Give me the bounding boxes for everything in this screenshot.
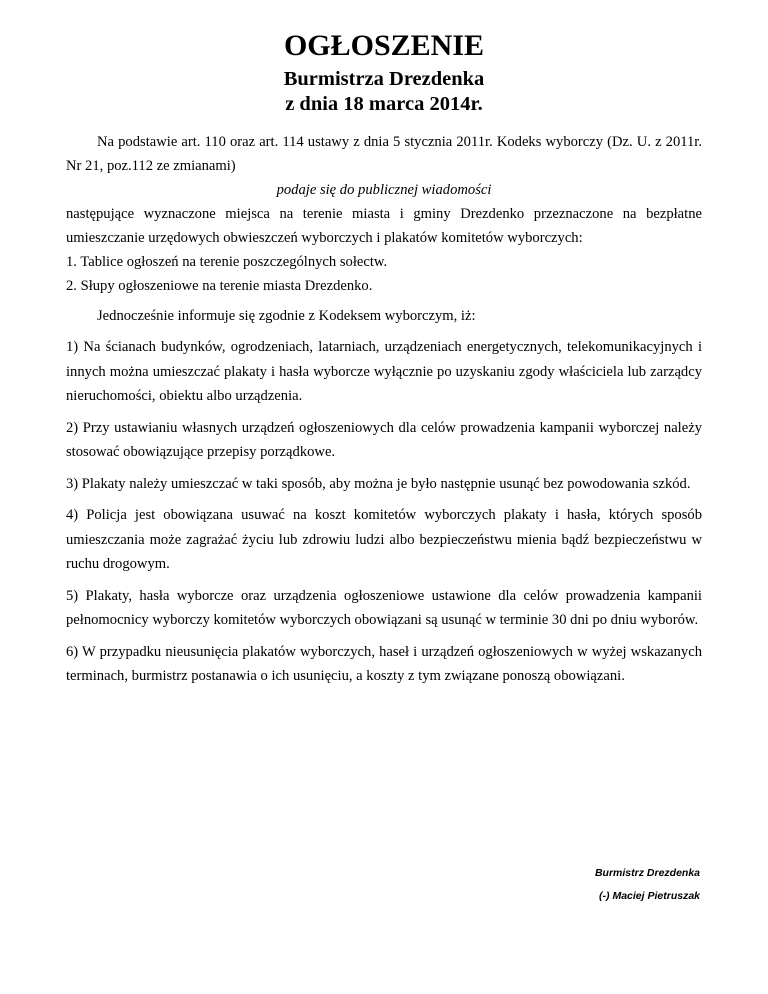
document-title: OGŁOSZENIE — [283, 29, 485, 62]
rule-item: 3) Plakaty należy umieszczać w taki sposób, aby można je było następnie usunąć bez powodowania szkód. — [66, 475, 691, 492]
rule-item: 2) Przy ustawianiu własnych urządzeń ogłoszeniowych dla celów prowadzenia kampanii wyborczej należy stosować obowiązujące przepisy porządkowe. — [66, 419, 702, 460]
signature-role: Burmistrz Drezdenka — [594, 867, 700, 879]
document-date: z dnia 18 marca 2014r. — [285, 93, 483, 115]
places-intro-paragraph: następujące wyznaczone miejsca na terenie miasta i gminy Drezdenko przeznaczone na bezpłatne umieszczanie urzędowych obwieszczeń wyborczych i plakatów komitetów wyborczych: — [66, 206, 702, 246]
signature-name: (-) Maciej Pietruszak — [599, 890, 700, 902]
rule-item: 5) Plakaty, hasła wyborcze oraz urządzenia ogłoszeniowe ustawione dla celów prowadzenia kampanii pełnomocnicy wyborczy komitetów wyborczych obowiązani są usunąć w terminie 30 dni po dniu wyborów. — [66, 587, 702, 628]
info-intro-paragraph: Jednocześnie informuje się zgodnie z Kodeksem wyborczym, iż: — [97, 308, 476, 324]
place-list-item: 1. Tablice ogłoszeń na terenie poszczególnych sołectw. — [66, 254, 388, 270]
signature-block — [595, 862, 700, 908]
document-page — [66, 28, 702, 689]
rule-item: 1) Na ścianach budynków, ogrodzeniach, latarniach, urządzeniach energetycznych, telekomunikacyjnych i innych można umieszczać plakaty i hasła wyborcze wyłącznie po uzyskaniu zgody właściciela lub zarządcy nieruchomości, obiektu albo urządzenia. — [66, 339, 702, 404]
announcement-line: podaje się do publicznej wiadomości — [276, 182, 492, 198]
legal-basis-paragraph: Na podstawie art. 110 oraz art. 114 ustawy z dnia 5 stycznia 2011r. Kodeks wyborczy (Dz. U. z 2011r. Nr 21, poz.112 ze zmianami) — [66, 134, 702, 174]
document-issuer: Burmistrza Drezdenka — [283, 68, 485, 90]
place-list-item: 2. Słupy ogłoszeniowe na terenie miasta Drezdenko. — [66, 278, 373, 294]
rule-item: 4) Policja jest obowiązana usuwać na koszt komitetów wyborczych plakaty i hasła, których sposób umieszczania może zagrażać życiu lub zdrowiu ludzi albo bezpieczeństwu mienia bądź bezpieczeństwu w ruchu drogowym. — [66, 507, 702, 572]
rule-item: 6) W przypadku nieusunięcia plakatów wyborczych, haseł i urządzeń ogłoszeniowych w wyżej wskazanych terminach, burmistrz postanawia o ich usunięciu, a koszty z tym związane ponoszą obowiązani. — [66, 643, 702, 684]
